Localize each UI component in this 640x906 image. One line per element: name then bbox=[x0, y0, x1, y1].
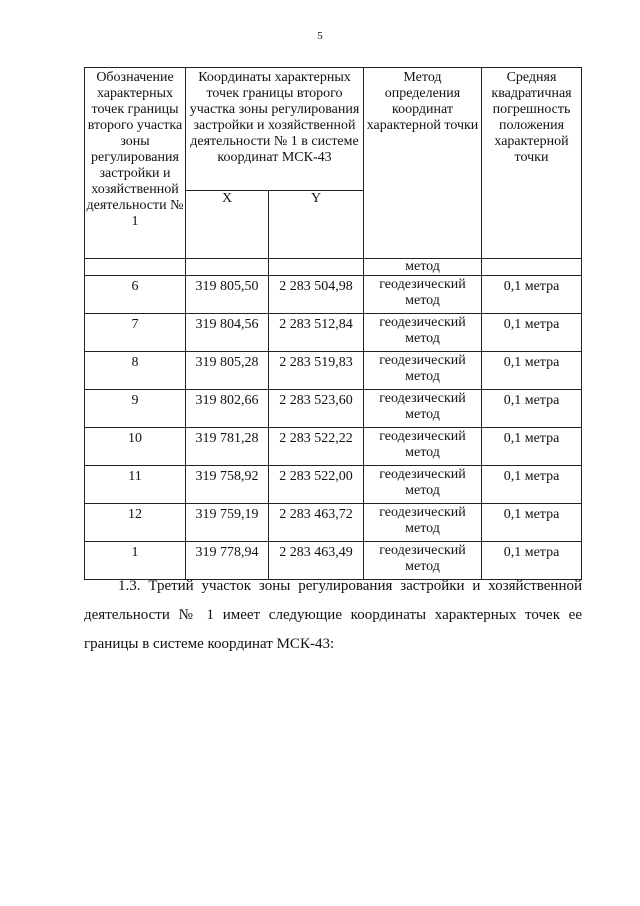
x-cell: 319 778,94 bbox=[186, 542, 269, 580]
x-cell: 319 802,66 bbox=[186, 390, 269, 428]
point-cell: 7 bbox=[85, 314, 186, 352]
table-row bbox=[85, 314, 582, 352]
point-cell: 9 bbox=[85, 390, 186, 428]
point-cell: 6 bbox=[85, 276, 186, 314]
y-cell: 2 283 522,22 bbox=[269, 428, 364, 466]
y-cell: 2 283 519,83 bbox=[269, 352, 364, 390]
error-cell: 0,1 метра bbox=[482, 466, 582, 504]
header-coordinates: Координаты характерных точек границы второго участка зоны регулирования застройки и хозяйственной деятельности № 1 в системе координат МСК-43 bbox=[186, 68, 364, 191]
point-cell: 8 bbox=[85, 352, 186, 390]
method-cell: геодезический метод bbox=[364, 504, 482, 542]
x-cell: 319 805,28 bbox=[186, 352, 269, 390]
header-x: X bbox=[186, 191, 269, 259]
method-cell: геодезический метод bbox=[364, 314, 482, 352]
method-cell: геодезический метод bbox=[364, 542, 482, 580]
point-cell: 10 bbox=[85, 428, 186, 466]
error-cell: 0,1 метра bbox=[482, 428, 582, 466]
y-cell: 2 283 523,60 bbox=[269, 390, 364, 428]
error-cell: 0,1 метра bbox=[482, 504, 582, 542]
table-row bbox=[85, 466, 582, 504]
table-row bbox=[85, 428, 582, 466]
point-cell: 12 bbox=[85, 504, 186, 542]
error-cell: 0,1 метра bbox=[482, 314, 582, 352]
coordinates-table bbox=[84, 67, 582, 580]
error-cell: 0,1 метра bbox=[482, 352, 582, 390]
x-cell: 319 758,92 bbox=[186, 466, 269, 504]
error-cell: 0,1 метра bbox=[482, 390, 582, 428]
x-cell: 319 781,28 bbox=[186, 428, 269, 466]
method-cell: геодезический метод bbox=[364, 276, 482, 314]
x-cell: 319 759,19 bbox=[186, 504, 269, 542]
method-cell: геодезический метод bbox=[364, 390, 482, 428]
method-cell: геодезический метод bbox=[364, 466, 482, 504]
page-number: 5 bbox=[317, 30, 323, 42]
table-row bbox=[85, 504, 582, 542]
error-cell: 0,1 метра bbox=[482, 276, 582, 314]
point-cell: 11 bbox=[85, 466, 186, 504]
header-y: Y bbox=[269, 191, 364, 259]
point-cell: 1 bbox=[85, 542, 186, 580]
y-cell: 2 283 504,98 bbox=[269, 276, 364, 314]
method-cell: геодезический метод bbox=[364, 428, 482, 466]
table-row bbox=[85, 390, 582, 428]
y-cell: 2 283 522,00 bbox=[269, 466, 364, 504]
x-cell: 319 805,50 bbox=[186, 276, 269, 314]
table-row bbox=[85, 276, 582, 314]
method-cell: геодезический метод bbox=[364, 352, 482, 390]
y-cell: 2 283 463,49 bbox=[269, 542, 364, 580]
continuation-method: метод bbox=[364, 259, 482, 276]
table-row bbox=[85, 352, 582, 390]
y-cell: 2 283 512,84 bbox=[269, 314, 364, 352]
paragraph-text: 1.3. Третий участок зоны регулирования застройки и хозяйственной деятельности № 1 имеет следующие координаты характерных точек ее границы в системе координат МСК-43: bbox=[84, 578, 582, 652]
section-paragraph bbox=[84, 572, 582, 659]
x-cell: 319 804,56 bbox=[186, 314, 269, 352]
header-method: Метод определения координат характерной точки bbox=[364, 68, 482, 259]
continuation-row bbox=[85, 259, 582, 276]
y-cell: 2 283 463,72 bbox=[269, 504, 364, 542]
header-point-designation: Обозначение характерных точек границы второго участка зоны регулирования застройки и хозяйственной деятельности № 1 bbox=[85, 68, 186, 259]
header-error: Средняя квадратичная погрешность положения характерной точки bbox=[482, 68, 582, 259]
error-cell: 0,1 метра bbox=[482, 542, 582, 580]
